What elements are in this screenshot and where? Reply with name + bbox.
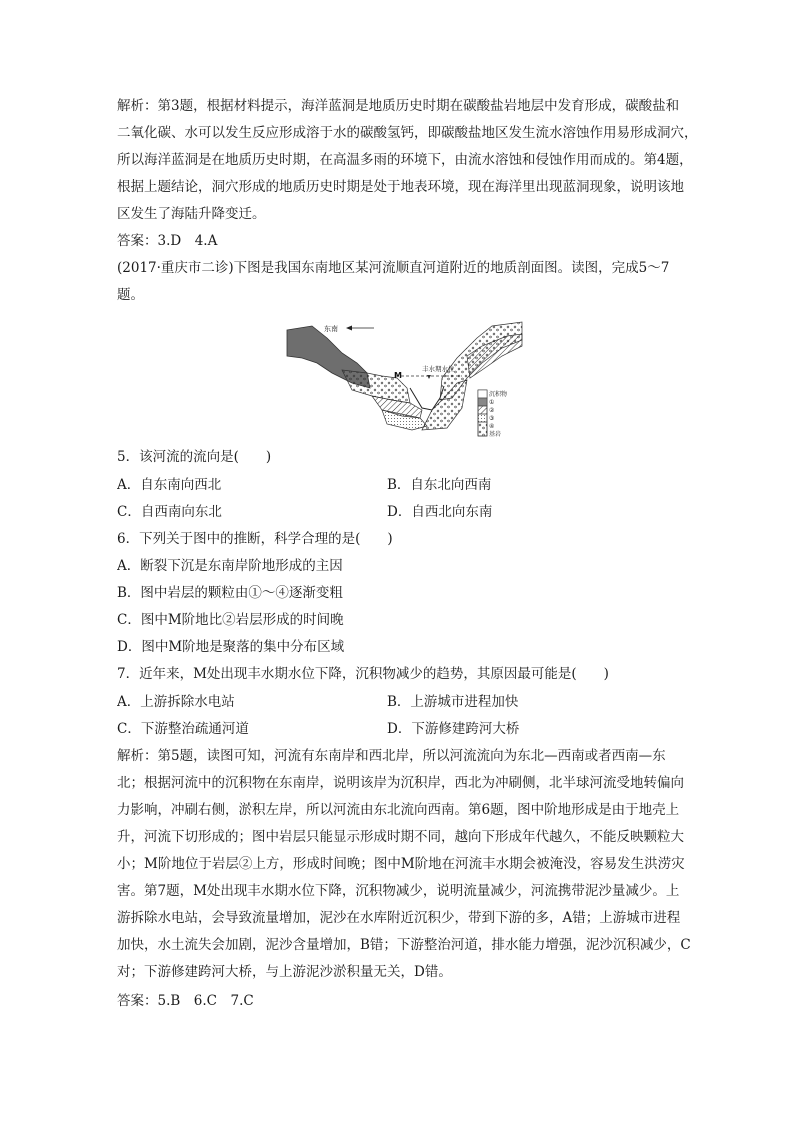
- legend-item: ②: [489, 407, 495, 414]
- intro-line: 题。: [117, 287, 144, 303]
- question-5-option-d[interactable]: D．自西北向东南: [387, 504, 493, 520]
- question-7-option-b[interactable]: B．上游城市进程加快: [387, 694, 519, 710]
- analysis-2-line: 对；下游修建跨河大桥，与上游泥沙淤积量无关，D错。: [117, 964, 452, 980]
- question-6-option-a[interactable]: A．断裂下沉是东南岸阶地形成的主因: [117, 558, 343, 574]
- analysis-1-line: 所以海洋蓝洞是在地质历史时期，在高温多雨的环境下，由流水溶蚀和侵蚀作用而成的。第4题，: [117, 152, 693, 168]
- question-5-option-a[interactable]: A．自东南向西北: [117, 477, 222, 493]
- question-7-option-a[interactable]: A．上游拆除水电站: [117, 694, 235, 710]
- legend: [478, 390, 507, 438]
- direction-arrowhead: [346, 326, 352, 331]
- analysis-2-line: 害。第7题，M处出现丰水期水位下降，沉积物减少，说明流量减少，河流携带泥沙量减少。上: [117, 883, 680, 899]
- analysis-2-line: 北；根据河流中的沉积物在东南岸，说明该岸为沉积岸，西北为冲刷侧，北半球河流受地转偏向: [117, 775, 684, 791]
- direction-label: 东南: [324, 325, 338, 333]
- question-6-option-d[interactable]: D．图中M阶地是聚落的集中分布区域: [117, 639, 345, 655]
- analysis-1-line: 解析：第3题，根据材料提示，海洋蓝洞是地质历史时期在碳酸盐岩地层中发育形成，碳酸盐和: [117, 98, 680, 114]
- geological-profile-figure: [282, 318, 532, 440]
- terrace-m-label: M: [394, 371, 402, 380]
- analysis-2-line: 升，河流下切形成的；图中岩层只能显示形成时期不同，越向下形成年代越久，不能反映颗粒大: [117, 829, 684, 845]
- legend-item: ①: [489, 399, 495, 406]
- analysis-2-line: 游拆除水电站，会导致流量增加，泥沙在水库附近沉积少，带到下游的多，A错；上游城市进程: [117, 910, 681, 926]
- legend-bedrock: 基岩: [489, 431, 502, 438]
- analysis-1-line: 区发生了海陆升降变迁。: [117, 206, 266, 222]
- question-6-option-b[interactable]: B．图中岩层的颗粒由①～④逐渐变粗: [117, 585, 343, 601]
- question-7-option-c[interactable]: C．下游整治疏通河道: [117, 721, 249, 737]
- analysis-2-line: 解析：第5题，读图可知，河流有东南岸和西北岸，所以河流流向为东北—西南或者西南—东: [117, 748, 666, 764]
- question-5-stem: 5．该河流的流向是( ): [117, 449, 272, 465]
- question-6-option-c[interactable]: C．图中M阶地比②岩层形成的时间晚: [117, 612, 344, 628]
- water-level-marker: [427, 375, 431, 379]
- question-7-option-d[interactable]: D．下游修建跨河大桥: [387, 721, 520, 737]
- legend-title: 沉积物: [489, 391, 508, 398]
- legend-item: ③: [489, 415, 495, 422]
- legend-item: ④: [489, 423, 495, 430]
- question-5-option-c[interactable]: C．自西南向东北: [117, 504, 222, 520]
- intro-line: (2017·重庆市二诊)下图是我国东南地区某河流顺直河道附近的地质剖面图。读图，完成5～7: [117, 260, 670, 276]
- analysis-1-line: 二氧化碳、水可以发生反应形成溶于水的碳酸氢钙，即碳酸盐地区发生流水溶蚀作用易形成洞穴，: [117, 125, 698, 141]
- analysis-1-line: 根据上题结论，洞穴形成的地质历史时期是处于地表环境，现在海洋里出现蓝洞现象，说明该地: [117, 179, 684, 195]
- analysis-2-line: 小；M阶地位于岩层②上方，形成时间晚；图中M阶地在河流丰水期会被淹没，容易发生洪涝灾: [117, 856, 685, 872]
- analysis-2-line: 力影响，冲刷右侧，淤积左岸，所以河流由东北流向西南。第6题，图中阶地形成是由于地壳上: [117, 802, 680, 818]
- analysis-2-line: 加快，水土流失会加剧，泥沙含量增加，B错；下游整治河道，排水能力增强，泥沙沉积减少，C: [117, 937, 691, 953]
- question-7-stem: 7．近年来，M处出现丰水期水位下降，沉积物减少的趋势，其原因最可能是( ): [117, 666, 609, 682]
- flood-level-label: 丰水期水位: [422, 365, 455, 373]
- question-5-option-b[interactable]: B．自东北向西南: [387, 477, 492, 493]
- question-6-stem: 6．下列关于图中的推断，科学合理的是( ): [117, 531, 393, 547]
- answer-1: 答案：3.D 4.A: [117, 233, 218, 249]
- answer-2: 答案：5.B 6.C 7.C: [117, 993, 254, 1009]
